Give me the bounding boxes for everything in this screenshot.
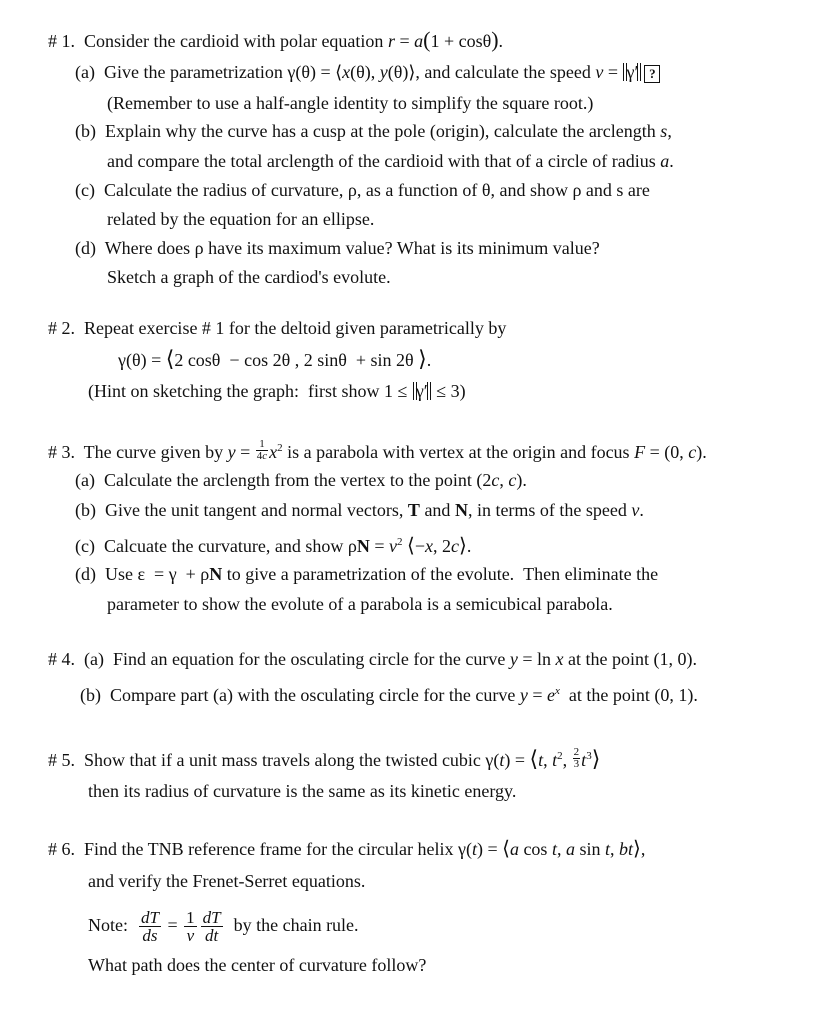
problem-2-title xyxy=(48,317,506,339)
problem-5-line1: # 5. Show that if a unit mass travels along the twisted cubic γ(t) = ⟨t, $t^2$, $\frac{2}{3}$ $t^3⟩$ xyxy=(48,746,601,771)
problem-2-equation: γ(θ) = ⟨2 cosθ − cos 2θ , 2 sinθ + sin 2θ ⟩. xyxy=(118,346,432,371)
part-label: (a) xyxy=(84,649,104,669)
part-label: (b) xyxy=(75,500,96,520)
problem-1a-line2: (Remember to use a half-angle identity to simplify the square root.) xyxy=(107,93,594,113)
problem-2-intro: Repeat exercise # 1 for the deltoid given parametrically by xyxy=(84,318,507,338)
part-label: (a) xyxy=(75,470,95,490)
problem-1c-line2: related by the equation for an ellipse. xyxy=(107,209,375,229)
problem-1c xyxy=(75,179,650,201)
norm-symbol: γ′ xyxy=(413,382,431,400)
part-label: (a) xyxy=(75,62,95,82)
problem-number: # 5. xyxy=(48,750,75,770)
problem-5-line2: then its radius of curvature is the same as its kinetic energy. xyxy=(88,781,517,801)
norm-symbol: γ′ xyxy=(623,63,641,81)
part-text: Calculate the radius of curvature, ρ, as a function of θ, and show ρ and s are xyxy=(103,180,650,200)
note-text: by the chain rule. xyxy=(233,915,359,935)
problem-1-intro: Consider the cardioid with polar equation xyxy=(84,31,384,51)
part-label: (d) xyxy=(75,238,96,258)
part-text: Where does ρ have its maximum value? What is its minimum value? xyxy=(104,238,600,258)
problem-1-title: # 1. Consider the cardioid with polar equation r = a(1 + cosθ). xyxy=(48,27,504,52)
problem-number: # 3. xyxy=(48,442,75,462)
problem-number: # 1. xyxy=(48,31,75,51)
problem-3b: (b) Give the unit tangent and normal vectors, T and N, in terms of the speed v. xyxy=(75,500,644,520)
problem-6-note: Note: $\frac{dT}{ds}$ = $\frac{1}{v}$ $\frac{dT}{dt}$ by the chain rule. xyxy=(88,907,359,946)
problem-6-line1: # 6. Find the TNB reference frame for the circular helix γ(t) = ⟨a cos t, a sin t, bt⟩, xyxy=(48,838,646,860)
part-label: (d) xyxy=(75,564,96,584)
problem-number: # 4. xyxy=(48,649,75,669)
problem-3a: (a) Calculate the arclength from the vertex to the point (2c, c). xyxy=(75,470,527,490)
part-label: (c) xyxy=(75,536,95,556)
part-label: (c) xyxy=(75,180,95,200)
problem-number: # 6. xyxy=(48,839,75,859)
problem-1b-line2: and compare the total arclength of the cardioid with that of a circle of radius a. xyxy=(107,151,674,171)
problem-4b: (b) Compare part (a) with the osculating circle for the curve $y = e^x$ at the point (0, 1). xyxy=(80,685,698,705)
problem-3-title: # 3. The curve given by y = $\frac{1}{4c}$ $x^2$ is a parabola with vertex at the origin and focus F = (0, c). xyxy=(48,438,707,463)
note-label: Note: xyxy=(88,915,128,935)
problem-1b: (b) Explain why the curve has a cusp at the pole (origin), calculate the arclength s, xyxy=(75,121,672,141)
problem-3c: (c) Calcuate the curvature, and show $\rho N = v^2$ ⟨−x, 2c⟩. xyxy=(75,535,472,557)
problem-2-hint: (Hint on sketching the graph: first show 1 ≤ γ′ ≤ 3) xyxy=(88,381,466,401)
problem-1a: (a) Give the parametrization γ(θ) = ⟨x(θ), y(θ)⟩, and calculate the speed v = γ′ ? xyxy=(75,61,660,83)
problem-6-line2: and verify the Frenet-Serret equations. xyxy=(88,871,366,891)
problem-3d: (d) Use ε = γ + ρN to give a parametrization of the evolute. Then eliminate the xyxy=(75,564,659,584)
problem-1d xyxy=(75,237,600,259)
problem-3d-line2: parameter to show the evolute of a parabola is a semicubical parabola. xyxy=(107,594,613,614)
part-label: (b) xyxy=(75,121,96,141)
problem-4a: # 4. (a) Find an equation for the osculating circle for the curve y = ln x at the point (1, 0). xyxy=(48,649,697,669)
problem-number: # 2. xyxy=(48,318,75,338)
missing-glyph-icon: ? xyxy=(644,65,660,83)
problem-6-final: What path does the center of curvature follow? xyxy=(88,955,427,975)
part-label: (b) xyxy=(80,685,101,705)
problem-1d-line2: Sketch a graph of the cardiod's evolute. xyxy=(107,267,391,287)
